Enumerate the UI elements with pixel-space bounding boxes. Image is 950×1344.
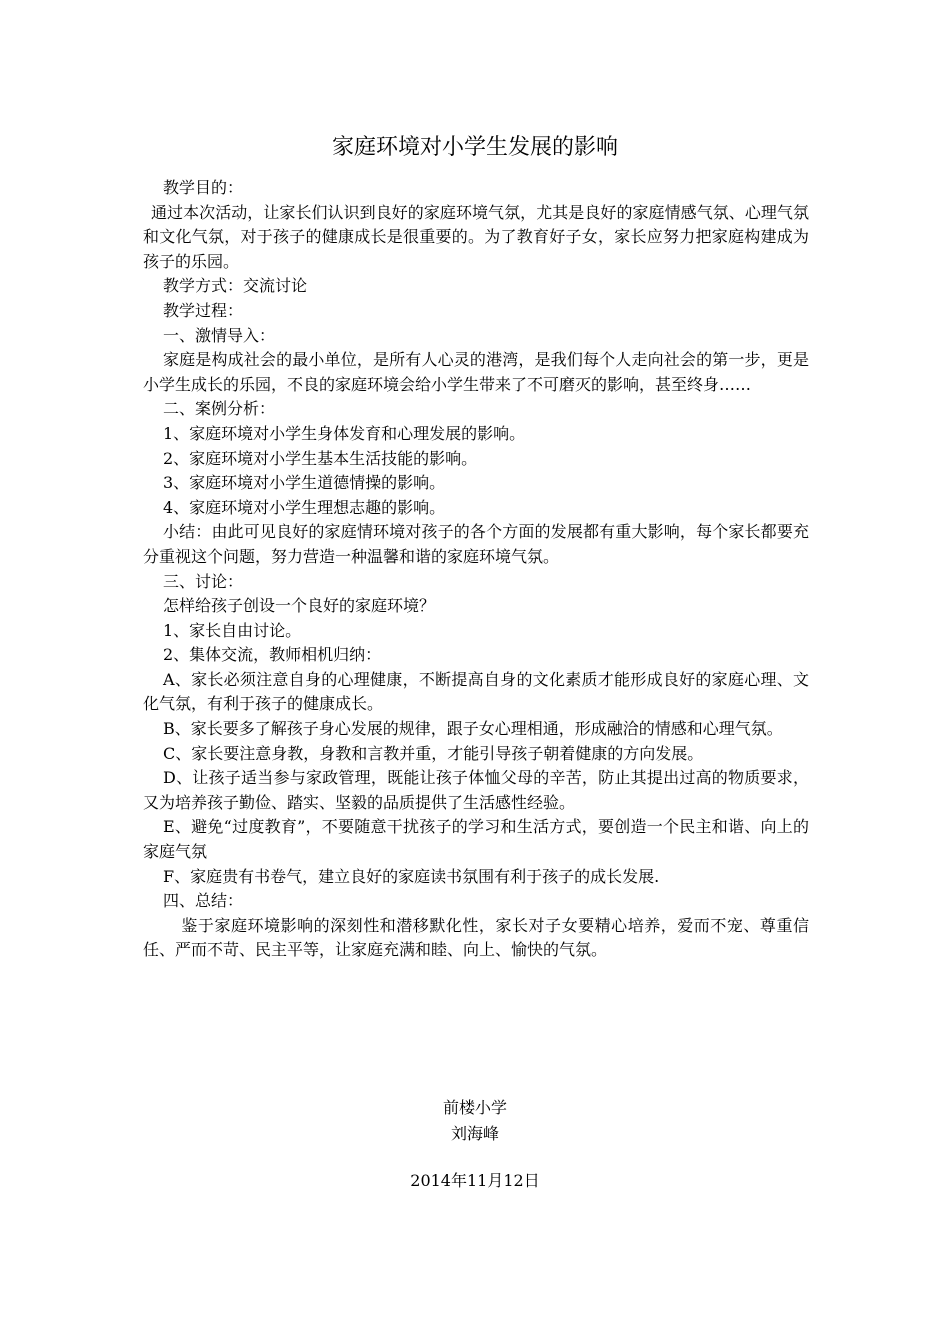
list-item: D、让孩子适当参与家政管理，既能让孩子体恤父母的辛苦，防止其提出过高的物质要求，又为培养孩子勤俭、踏实、坚毅的品质提供了生活感性经验。: [143, 768, 809, 812]
paragraph: 一、激情导入：: [163, 325, 276, 345]
paragraph: 通过本次活动，让家长们认识到良好的家庭环境气氛，尤其是良好的家庭情感气氛、心理气氛和文化气氛，对于孩子的健康成长是很重要的。为了教育好子女，家长应努力把家庭构建成为孩子的乐园。: [143, 202, 809, 271]
document-title: 家庭环境对小学生发展的影响: [331, 135, 618, 160]
paragraph: 鉴于家庭环境影响的深刻性和潜移默化性，家长对子女要精心培养，爱而不宠、尊重信任、严而不苛、民主平等，让家庭充满和睦、向上、愉快的气氛。: [143, 915, 809, 960]
paragraph: 怎样给孩子创设一个良好的家庭环境？: [163, 596, 436, 616]
list-item: 2、家庭环境对小学生基本生活技能的影响。: [163, 448, 478, 468]
paragraph: 教学过程：: [163, 300, 244, 320]
paragraph: 小结：由此可见良好的家庭情环境对孩子的各个方面的发展都有重大影响，每个家长都要充分重视这个问题，努力营造一种温馨和谐的家庭环境气氛。: [143, 522, 809, 566]
paragraph: 三、讨论：: [163, 571, 244, 591]
paragraph: 教学目的：: [163, 178, 244, 197]
list-item: A、家长必须注意自身的心理健康，不断提高自身的文化素质才能形成良好的家庭心理、文化气氛，有利于孩子的健康成长。: [143, 669, 809, 714]
signature-school: 前楼小学: [442, 1098, 507, 1117]
paragraph: 教学方式：交流讨论: [163, 276, 308, 296]
document-body: [143, 176, 809, 963]
list-item: 3、家庭环境对小学生道德情操的影响。: [163, 473, 446, 493]
list-item: 1、家长自由讨论。: [163, 620, 302, 640]
signature-date: 2014年11月12日: [410, 1171, 540, 1190]
paragraph: 四、总结：: [163, 891, 244, 911]
list-item: B、家长要多了解孩子身心发展的规律，跟子女心理相通，形成融洽的情感和心理气氛。: [163, 719, 783, 739]
paragraph: 二、案例分析：: [163, 399, 276, 419]
list-item: F、家庭贵有书卷气，建立良好的家庭读书氛围有利于孩子的成长发展.: [163, 866, 660, 886]
signature-author: 刘海峰: [450, 1124, 499, 1143]
list-item: 2、集体交流，教师相机归纳：: [163, 645, 382, 665]
list-item: E、避免“过度教育”，不要随意干扰孩子的学习和生活方式，要创造一个民主和谐、向上的家庭气氛: [143, 817, 809, 862]
list-item: 1、家庭环境对小学生身体发育和心理发展的影响。: [163, 423, 526, 443]
list-item: C、家长要注意身教，身教和言教并重，才能引导孩子朝着健康的方向发展。: [163, 743, 704, 763]
list-item: 4、家庭环境对小学生理想志趣的影响。: [163, 497, 446, 517]
paragraph: 家庭是构成社会的最小单位，是所有人心灵的港湾，是我们每个人走向社会的第一步，更是小学生成长的乐园，不良的家庭环境会给小学生带来了不可磨灭的影响，甚至终身……: [143, 350, 809, 394]
